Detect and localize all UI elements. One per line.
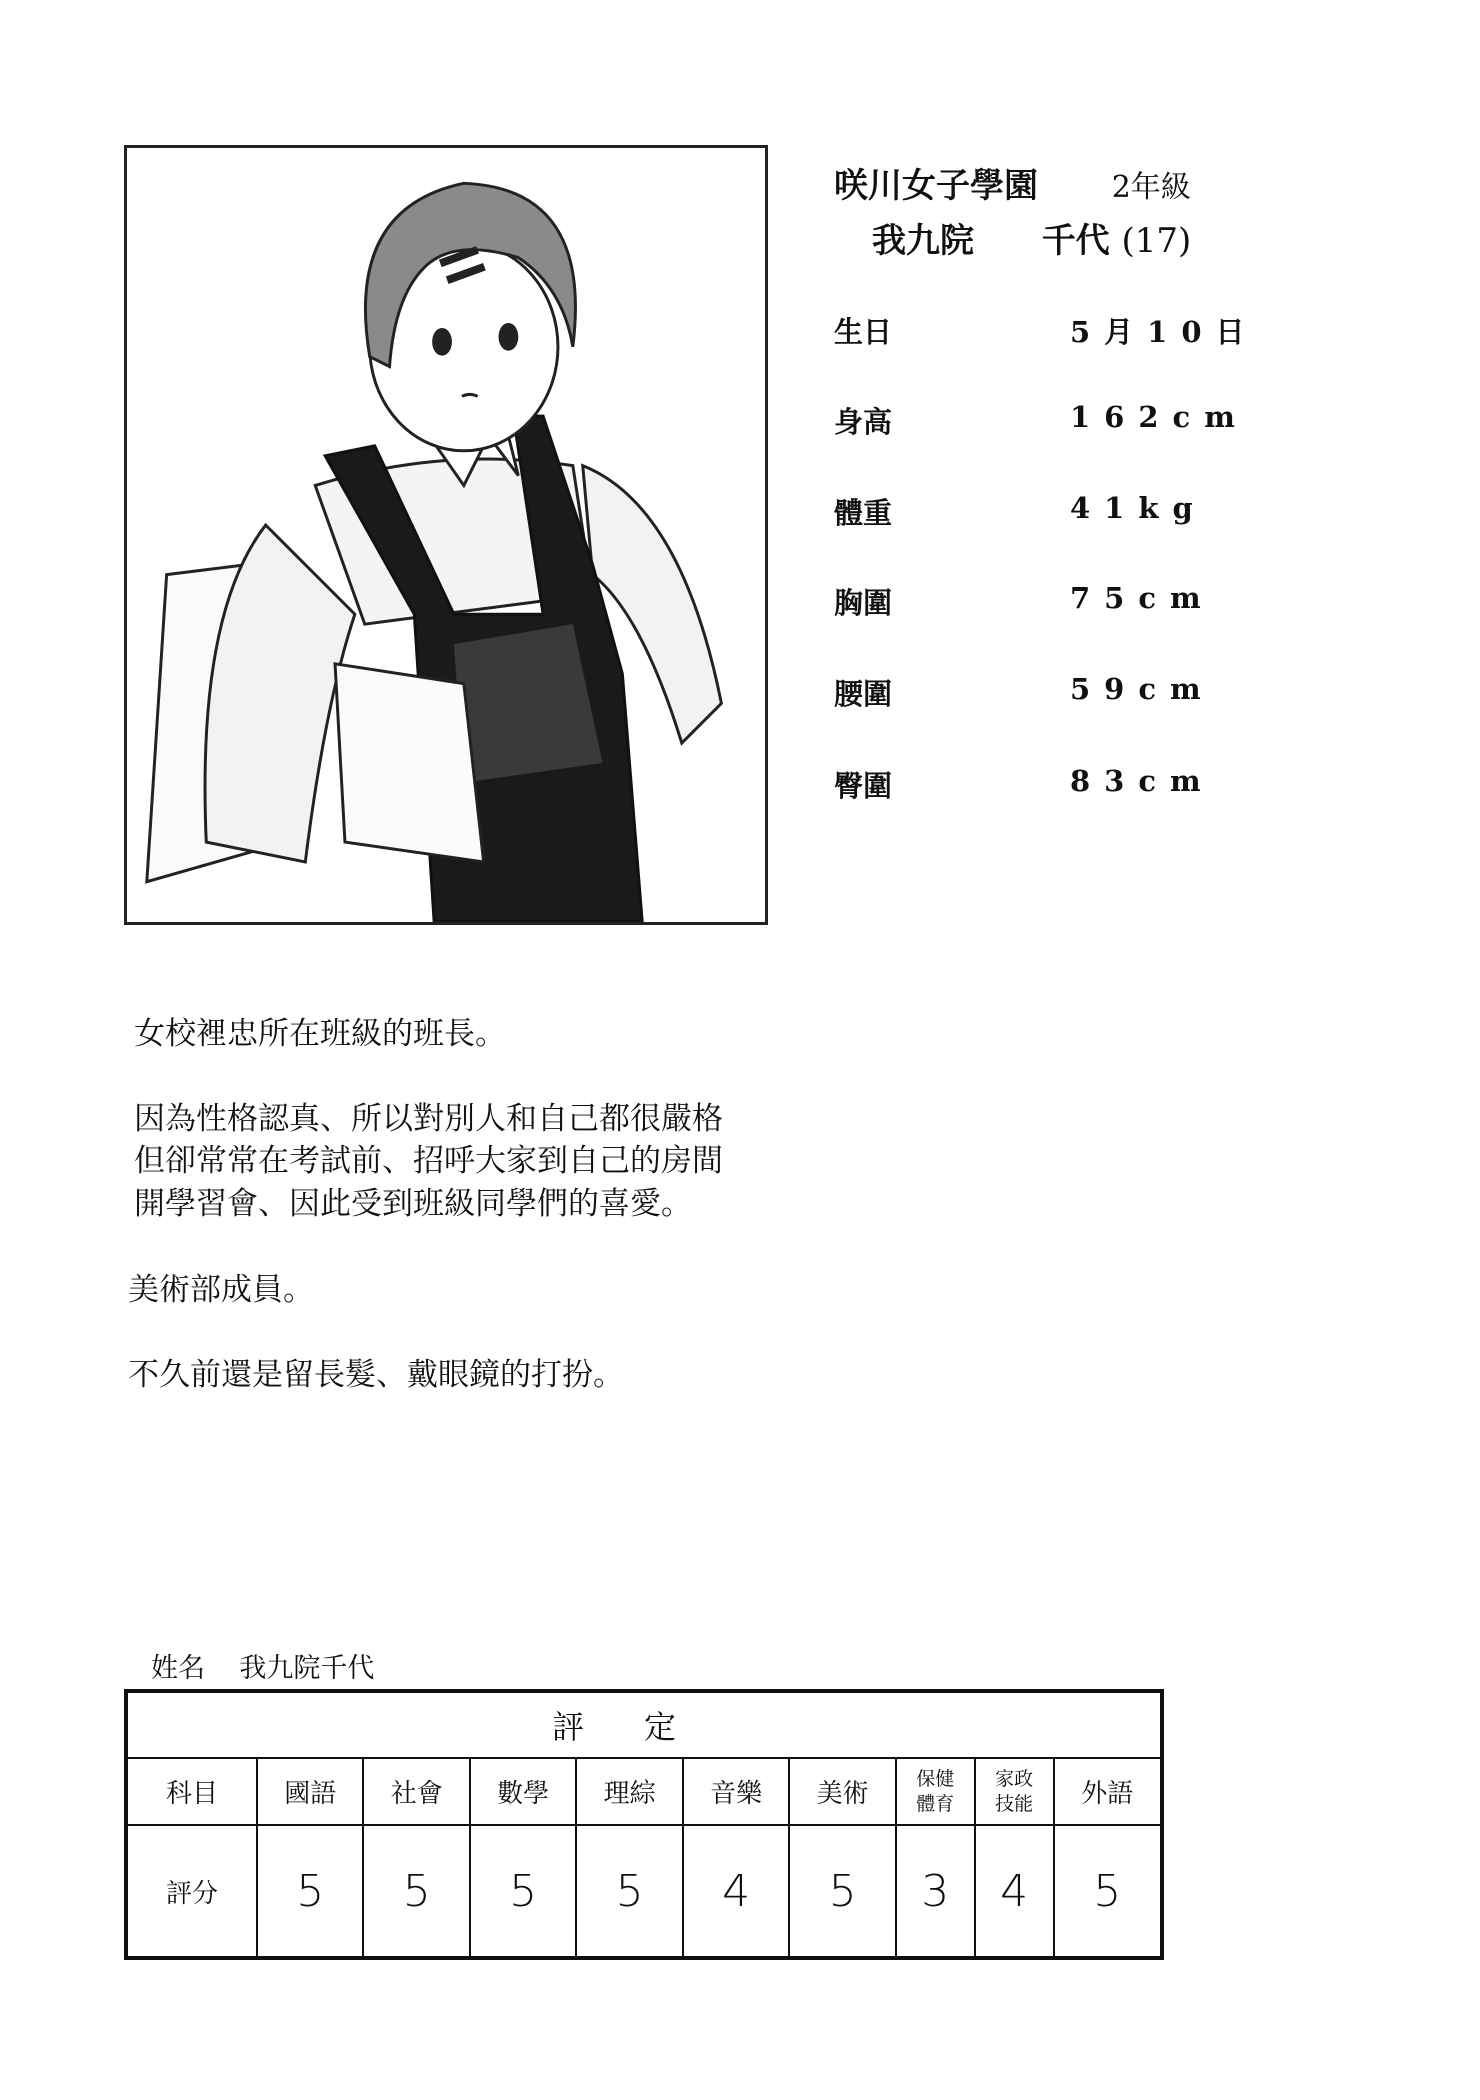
description-line: 美術部成員。 <box>128 1272 314 1308</box>
description-line: 女校裡忠所在班級的班長。 <box>134 1016 506 1052</box>
subject-cell: 保健 體育 <box>896 1758 975 1825</box>
score-cell: 5 <box>576 1825 682 1958</box>
subject-cell: 音樂 <box>683 1758 789 1825</box>
character-portrait <box>124 145 768 925</box>
score-cell: 3 <box>896 1825 975 1958</box>
score-header: 評分 <box>126 1825 257 1958</box>
school-name: 咲川女子學園 <box>834 166 1038 206</box>
surname: 我九院 <box>872 221 974 261</box>
score-cell: 5 <box>470 1825 576 1958</box>
score-cell: 4 <box>683 1825 789 1958</box>
subject-cell: 國語 <box>257 1758 363 1825</box>
subject-cell: 理綜 <box>576 1758 682 1825</box>
character-illustration <box>127 148 765 922</box>
description-line: 因為性格認真、所以對別人和自己都很嚴格 <box>134 1101 723 1137</box>
stat-value-birthday: 5月10日 <box>1070 315 1259 349</box>
stat-label-height: 身高 <box>834 405 893 439</box>
stat-value-waist: 59cm <box>1070 672 1215 706</box>
score-cell: 5 <box>1054 1825 1162 1958</box>
report-title: 評定 <box>126 1691 1162 1758</box>
description-line: 但卻常常在考試前、招呼大家到自己的房間 <box>134 1143 723 1179</box>
stat-value-hips: 83cm <box>1070 764 1215 798</box>
stat-label-birthday: 生日 <box>834 315 893 349</box>
name-label: 姓名 <box>151 1653 205 1684</box>
subject-cell: 數學 <box>470 1758 576 1825</box>
subject-header: 科目 <box>126 1758 257 1825</box>
description-line: 不久前還是留長髮、戴眼鏡的打扮。 <box>128 1357 624 1393</box>
stat-value-weight: 41kg <box>1070 491 1207 525</box>
subject-cell: 家政 技能 <box>975 1758 1054 1825</box>
stat-value-height: 162cm <box>1070 400 1249 434</box>
subject-cell: 美術 <box>789 1758 895 1825</box>
score-cell: 4 <box>975 1825 1054 1958</box>
stat-label-weight: 體重 <box>834 496 893 530</box>
name-value: 我九院千代 <box>239 1653 375 1684</box>
stat-label-bust: 胸圍 <box>834 586 893 620</box>
stat-label-waist: 腰圍 <box>834 677 893 711</box>
score-cell: 5 <box>257 1825 363 1958</box>
given-name: 千代 <box>1041 221 1110 261</box>
subject-cell: 社會 <box>363 1758 469 1825</box>
description-line: 開學習會、因此受到班級同學們的喜愛。 <box>134 1186 692 1222</box>
score-cell: 5 <box>789 1825 895 1958</box>
report-name-line <box>151 1646 374 1685</box>
grade: 2年級 <box>1111 170 1191 205</box>
age: (17) <box>1121 221 1192 261</box>
school-grade-line <box>834 158 1191 207</box>
subject-cell: 外語 <box>1054 1758 1162 1825</box>
character-name-line <box>872 213 1191 262</box>
stat-label-hips: 臀圍 <box>834 769 893 803</box>
stat-value-bust: 75cm <box>1070 581 1215 615</box>
score-cell: 5 <box>363 1825 469 1958</box>
report-card-table <box>124 1689 1164 1960</box>
